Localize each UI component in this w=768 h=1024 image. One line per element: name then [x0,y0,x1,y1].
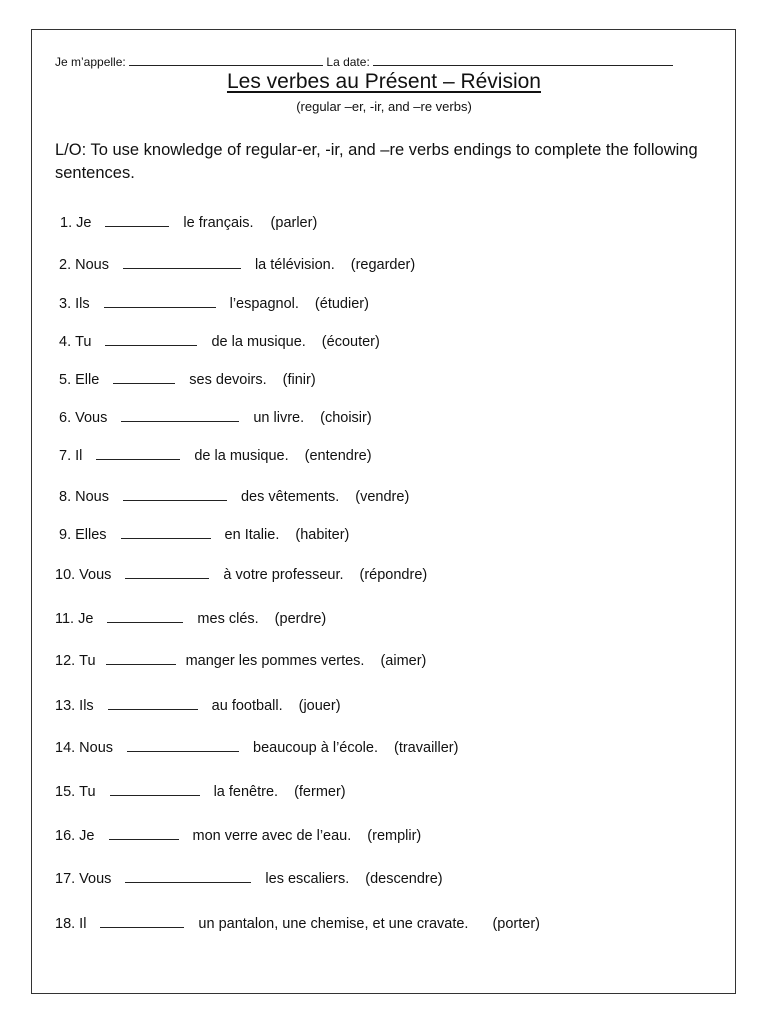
item-number: 1. [60,215,73,231]
item-infinitive: (regarder) [350,257,416,273]
exercise-item [55,782,346,800]
item-number: 14. [55,740,76,756]
item-number: 17. [55,871,76,887]
item-sentence: un pantalon, une chemise, et une cravate. [198,916,469,932]
answer-blank[interactable] [123,255,241,269]
item-sentence: beaucoup à l’école. [253,740,378,756]
exercise-item [55,869,443,887]
exercise-item [55,914,540,932]
item-subject: Vous [75,410,108,426]
item-sentence: la fenêtre. [213,784,279,800]
item-infinitive: (habiter) [295,527,350,543]
item-infinitive: (aimer) [380,653,427,669]
item-infinitive: (entendre) [304,448,372,464]
answer-blank[interactable] [104,294,216,308]
item-sentence: ses devoirs. [189,372,267,388]
page-subtitle: (regular –er, -ir, and –re verbs) [296,99,472,114]
exercise-item [59,525,349,543]
item-subject: Elles [75,527,107,543]
item-sentence: mon verre avec de l’eau. [192,828,352,844]
item-infinitive: (fermer) [294,784,346,800]
item-subject: Il [79,916,87,932]
item-sentence: au football. [211,698,283,714]
answer-blank[interactable] [110,782,200,796]
answer-blank[interactable] [105,332,197,346]
page-title: Les verbes au Présent – Révision [226,70,541,93]
item-number: 16. [55,828,76,844]
exercise-item [55,609,326,627]
item-number: 2. [59,257,72,273]
item-infinitive: (vendre) [355,489,410,505]
item-subject: Ils [79,698,94,714]
answer-blank[interactable] [127,738,239,752]
answer-blank[interactable] [125,565,209,579]
item-subject: Je [79,828,95,844]
item-subject: Nous [75,489,109,505]
item-infinitive: (descendre) [365,871,443,887]
item-sentence: le français. [183,215,254,231]
item-sentence: de la musique. [211,334,306,350]
item-sentence: mes clés. [197,611,259,627]
exercise-item [59,446,372,464]
item-number: 7. [59,448,72,464]
exercise-item [59,487,409,505]
item-number: 6. [59,410,72,426]
item-number: 5. [59,372,72,388]
exercise-item [55,651,426,669]
item-sentence: les escaliers. [265,871,350,887]
item-number: 8. [59,489,72,505]
exercise-item [59,370,316,388]
answer-blank[interactable] [107,609,183,623]
header-line [55,53,673,69]
item-infinitive: (parler) [270,215,318,231]
item-number: 15. [55,784,76,800]
exercise-item [59,255,415,273]
item-infinitive: (choisir) [320,410,372,426]
name-blank[interactable] [129,53,323,66]
item-infinitive: (porter) [492,916,541,932]
item-sentence: de la musique. [194,448,289,464]
item-infinitive: (écouter) [321,334,380,350]
answer-blank[interactable] [121,408,239,422]
item-sentence: un livre. [253,410,305,426]
item-infinitive: (répondre) [359,567,428,583]
item-sentence: l’espagnol. [229,296,299,312]
exercise-item [55,738,458,756]
item-subject: Vous [79,871,112,887]
item-infinitive: (travailler) [394,740,459,756]
exercise-item [59,294,369,312]
item-infinitive: (étudier) [314,296,369,312]
item-subject: Vous [79,567,112,583]
exercise-item [55,826,421,844]
exercise-item [59,408,372,426]
item-subject: Je [78,611,94,627]
answer-blank[interactable] [106,651,176,665]
answer-blank[interactable] [108,696,198,710]
item-infinitive: (finir) [282,372,316,388]
item-number: 11. [55,611,75,627]
item-subject: Tu [79,653,96,669]
item-sentence: la télévision. [254,257,335,273]
item-number: 3. [59,296,72,312]
item-number: 13. [55,698,76,714]
item-infinitive: (remplir) [367,828,422,844]
answer-blank[interactable] [113,370,175,384]
answer-blank[interactable] [109,826,179,840]
answer-blank[interactable] [125,869,251,883]
item-number: 4. [59,334,72,350]
item-subject: Tu [79,784,96,800]
item-number: 18. [55,916,76,932]
item-subject: Elle [75,372,100,388]
item-sentence: manger les pommes vertes. [185,653,365,669]
item-sentence: des vêtements. [240,489,340,505]
exercise-item [55,565,427,583]
exercise-item [60,213,317,231]
name-label: Je m’appelle: [55,55,126,69]
exercise-item [55,696,341,714]
item-subject: Je [76,215,92,231]
answer-blank[interactable] [96,446,180,460]
answer-blank[interactable] [105,213,169,227]
date-blank[interactable] [373,53,673,66]
item-number: 12. [55,653,76,669]
exercise-item [59,332,380,350]
item-sentence: en Italie. [224,527,280,543]
answer-blank[interactable] [123,487,227,501]
item-infinitive: (perdre) [274,611,327,627]
item-subject: Il [75,448,83,464]
answer-blank[interactable] [100,914,184,928]
item-subject: Nous [75,257,109,273]
date-label: La date: [326,55,370,69]
learning-objective: L/O: To use knowledge of regular-er, -ir, and –re verbs endings to complete the following sentences. [55,141,698,182]
item-sentence: à votre professeur. [223,567,344,583]
item-number: 9. [59,527,72,543]
item-subject: Tu [75,334,92,350]
answer-blank[interactable] [121,525,211,539]
item-infinitive: (jouer) [298,698,341,714]
item-subject: Ils [75,296,90,312]
item-number: 10. [55,567,76,583]
item-subject: Nous [79,740,114,756]
